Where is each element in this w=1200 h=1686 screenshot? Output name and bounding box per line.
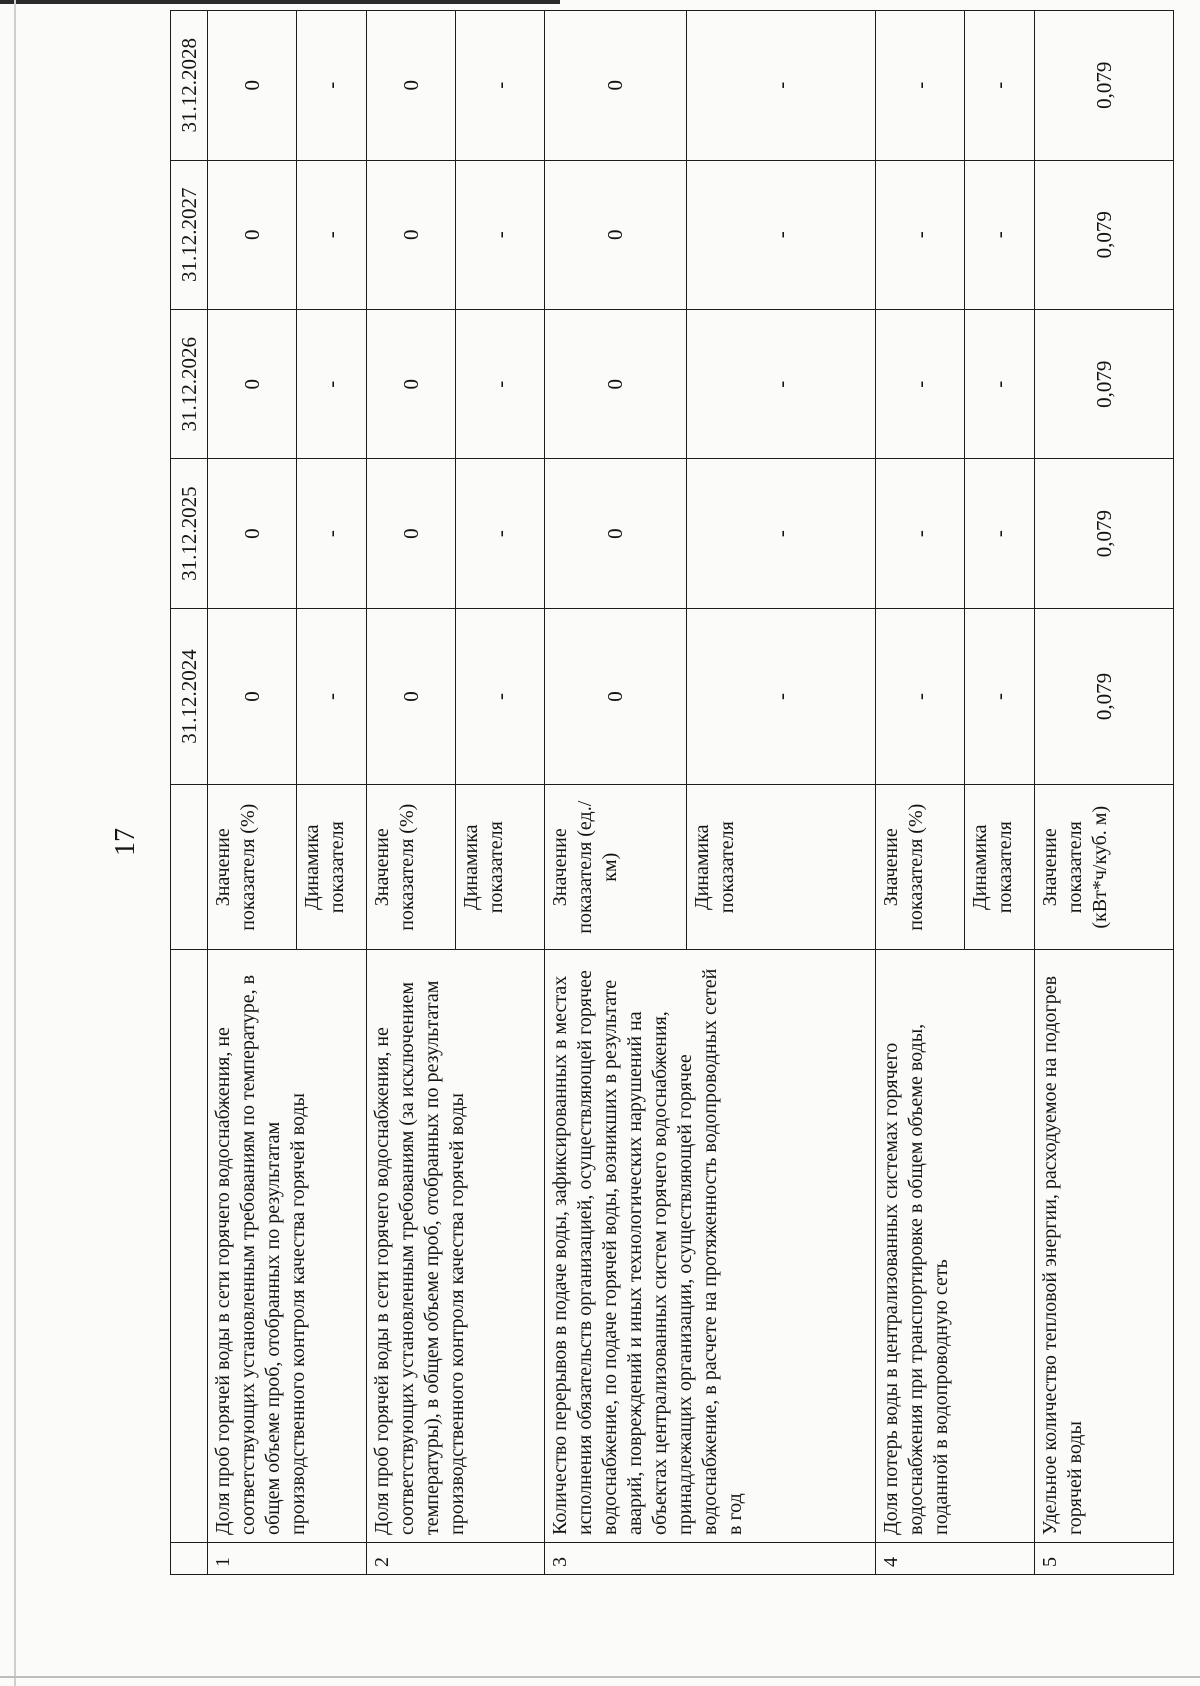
scan-edge-left <box>14 0 16 1686</box>
row-4-value-2024: - <box>876 608 965 784</box>
row-5-description: Удельное количество тепловой энергии, расходуемое на подогрев горячей воды <box>1034 950 1173 1543</box>
row-3-value-2026: 0 <box>544 309 686 458</box>
row-3-value-2028: 0 <box>544 11 686 161</box>
row-1-dynamics-2026: - <box>296 309 366 458</box>
row-3-dynamics-2027: - <box>687 160 876 309</box>
row-4-description: Доля потерь воды в централизованных системах горячего водоснабжения при транспортировке в общем объеме воды, поданной в водопроводную сеть <box>876 950 1035 1543</box>
row-1-dynamics-2024: - <box>296 608 366 784</box>
row-2-value-2024: 0 <box>366 608 455 784</box>
table-row <box>366 11 455 1575</box>
row-4-value-label: Значение показателя (%) <box>876 785 965 950</box>
row-3-description: Количество перерывов в подаче воды, зафиксированных в местах исполнения обязательств организацией, осуществляющей горячее водоснабжение, по подаче горячей воды, возникших в результате аварий, повреждений и иных технологических нарушений на объектах централизованных систем горячего водоснабжения, принадлежащих организации, осуществляющей горячее водоснабжение, в расчете на протяженность водопроводных сетей в год <box>544 950 875 1543</box>
row-1-value-2026: 0 <box>207 309 296 458</box>
row-4-dynamics-2028: - <box>964 11 1034 161</box>
header-year-5: 31.12.2028 <box>171 11 208 161</box>
row-1-value-2025: 0 <box>207 459 296 608</box>
row-1-dynamics-2025: - <box>296 459 366 608</box>
row-1-value-2024: 0 <box>207 608 296 784</box>
row-2-value-2025: 0 <box>366 459 455 608</box>
row-2-value-2028: 0 <box>366 11 455 161</box>
row-1-dynamics-label: Динамика показателя <box>296 785 366 950</box>
row-1-dynamics-2027: - <box>296 160 366 309</box>
header-description-cell <box>171 950 208 1543</box>
header-num-cell <box>171 1542 208 1574</box>
table-row <box>544 11 686 1575</box>
header-row <box>171 11 208 1575</box>
row-4-value-2025: - <box>876 459 965 608</box>
page-number: 17 <box>110 828 141 856</box>
scan-edge-bottom <box>0 1676 1200 1678</box>
row-4-value-2026: - <box>876 309 965 458</box>
row-3-value-2024: 0 <box>544 608 686 784</box>
row-2-value-label: Значение показателя (%) <box>366 785 455 950</box>
table-row <box>207 11 296 1575</box>
header-year-3: 31.12.2026 <box>171 309 208 458</box>
row-3-dynamics-2025: - <box>687 459 876 608</box>
row-3-value-2025: 0 <box>544 459 686 608</box>
header-year-4: 31.12.2027 <box>171 160 208 309</box>
row-5-value-2028: 0,079 <box>1034 11 1173 161</box>
row-4-dynamics-2026: - <box>964 309 1034 458</box>
row-2-value-2027: 0 <box>366 160 455 309</box>
row-5-value-2026: 0,079 <box>1034 309 1173 458</box>
row-1-description: Доля проб горячей воды в сети горячего водоснабжения, не соответствующих установленным требованиям по температуре, в общем объеме проб, отобранных по результатам производственного контроля качества горячей воды <box>207 950 366 1543</box>
row-5-value-2027: 0,079 <box>1034 160 1173 309</box>
row-2-value-2026: 0 <box>366 309 455 458</box>
row-3-dynamics-2024: - <box>687 608 876 784</box>
indicators-table <box>170 10 1174 1575</box>
row-3-value-label: Значение показателя (ед./км) <box>544 785 686 950</box>
row-2-dynamics-2028: - <box>455 11 544 161</box>
row-5-value-label: Значение показателя (кВт*ч/куб. м) <box>1034 785 1173 950</box>
row-2-description: Доля проб горячей воды в сети горячего водоснабжения, не соответствующих установленным требованиям (за исключением температуры), в общем объеме проб, отобранных по результатам производственного контроля качества горячей воды <box>366 950 544 1543</box>
row-3-value-2027: 0 <box>544 160 686 309</box>
row-5-number: 5 <box>1034 1542 1173 1574</box>
scan-edge-top <box>0 0 560 4</box>
header-label-cell <box>171 785 208 950</box>
row-2-dynamics-2024: - <box>455 608 544 784</box>
row-4-dynamics-2027: - <box>964 160 1034 309</box>
row-2-dynamics-2025: - <box>455 459 544 608</box>
row-1-value-label: Значение показателя (%) <box>207 785 296 950</box>
row-3-dynamics-2026: - <box>687 309 876 458</box>
row-3-number: 3 <box>544 1542 875 1574</box>
row-3-dynamics-label: Динамика показателя <box>687 785 876 950</box>
row-1-number: 1 <box>207 1542 366 1574</box>
table-row <box>876 11 965 1575</box>
row-4-number: 4 <box>876 1542 1035 1574</box>
row-5-value-2025: 0,079 <box>1034 459 1173 608</box>
row-2-number: 2 <box>366 1542 544 1574</box>
row-4-dynamics-label: Динамика показателя <box>964 785 1034 950</box>
row-3-dynamics-2028: - <box>687 11 876 161</box>
row-2-dynamics-label: Динамика показателя <box>455 785 544 950</box>
row-5-value-2024: 0,079 <box>1034 608 1173 784</box>
header-year-1: 31.12.2024 <box>171 608 208 784</box>
table-row <box>1034 11 1173 1575</box>
row-1-dynamics-2028: - <box>296 11 366 161</box>
row-1-value-2027: 0 <box>207 160 296 309</box>
row-1-value-2028: 0 <box>207 11 296 161</box>
row-4-value-2027: - <box>876 160 965 309</box>
row-4-dynamics-2025: - <box>964 459 1034 608</box>
row-4-value-2028: - <box>876 11 965 161</box>
row-4-dynamics-2024: - <box>964 608 1034 784</box>
row-2-dynamics-2027: - <box>455 160 544 309</box>
rotated-sheet <box>170 10 1174 1575</box>
header-year-2: 31.12.2025 <box>171 459 208 608</box>
row-2-dynamics-2026: - <box>455 309 544 458</box>
